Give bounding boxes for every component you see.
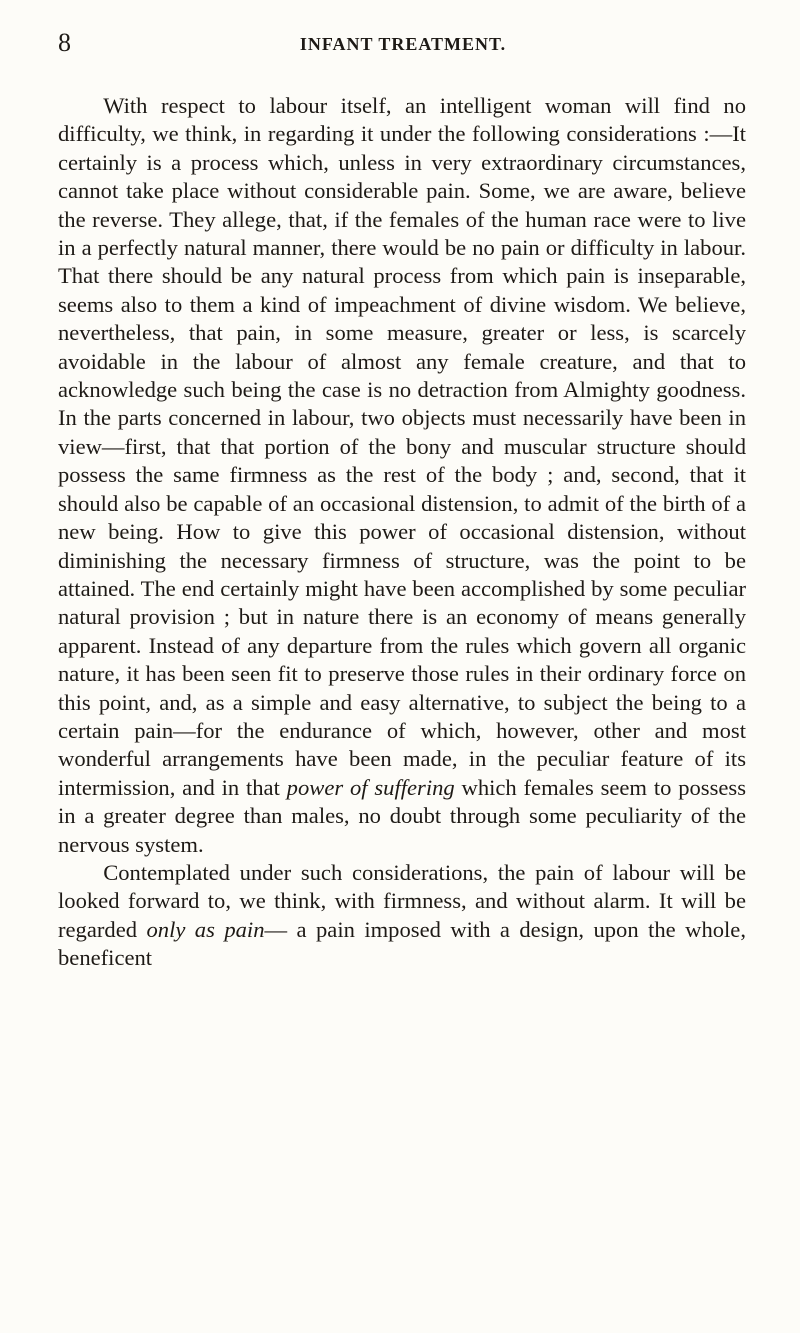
paragraph-labour-considerations <box>58 92 746 859</box>
running-head: INFANT TREATMENT. <box>299 34 507 54</box>
paragraph-text: Contemplated under such considerations, the pain of labour will be looked forward to, we think, with firmness, and without alarm. It will be regarded <box>58 859 746 942</box>
page-header <box>58 28 748 58</box>
emphasized-text: only as pain <box>146 916 265 942</box>
paragraph-text: which females seem to possess in a greater degree than males, no doubt through some peculiarity of the nervous system. <box>58 774 746 857</box>
paragraph-contemplated <box>58 859 746 973</box>
emphasized-text: power of suffering <box>286 774 455 800</box>
paragraph-text: With respect to labour itself, an intelligent woman will find no difficulty, we think, in regarding it under the following considerations :—It certainly is a process which, unless in very extraordinary circumstances, cannot take place without considerable pain. Some, we are aware, believe the reverse. They allege, that, if the females of the human race were to live in a perfectly natural manner, there would be no pain or difficulty in labour. That there should be any natural process from which pain is inseparable, seems also to them a kind of impeachment of divine wisdom. We believe, nevertheless, that pain, in some measure, greater or less, is scarcely avoidable in the labour of almost any female creature, and that to acknowledge such being the case is no detraction from Almighty goodness. In the parts concerned in labour, two objects must necessarily have been in view—first, that that portion of the bony and muscular structure should possess the same firmness as the rest of the body ; and, second, that it should also be capable of an occasional distension, to admit of the birth of a new being. How to give this power of occasional distension, without diminishing the necessary firmness of structure, was the point to be attained. The end certainly might have been accomplished by some peculiar natural provision ; but in nature there is an economy of means generally apparent. Instead of any departure from the rules which govern all organic nature, it has been seen fit to preserve those rules in their ordinary force on this point, and, as a simple and easy alternative, to subject the being to a certain pain—for the endurance of which, however, other and most wonderful arrangements have been made, in the peculiar feature of its intermission, and in that <box>58 93 746 800</box>
paragraph-text: — a pain imposed with a design, upon the whole, beneficent <box>58 916 746 971</box>
page-number: 8 <box>58 28 71 57</box>
body-text <box>58 92 746 973</box>
